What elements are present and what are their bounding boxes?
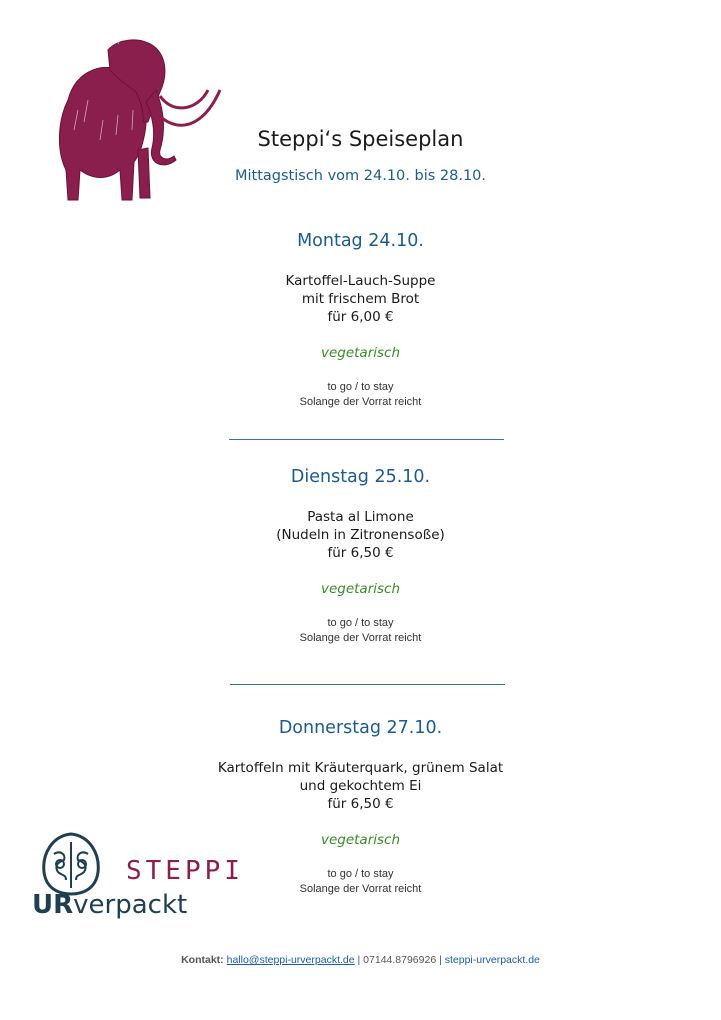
vegetarian-tag: vegetarisch <box>320 581 401 597</box>
email-link[interactable]: hallo@steppi-urverpackt.de <box>226 954 355 966</box>
page-title: Steppi‘s Speiseplan <box>257 127 464 151</box>
day-section-monday <box>0 230 721 410</box>
vegetarian-tag: vegetarisch <box>320 345 401 361</box>
steppi-urverpackt-logo <box>30 828 244 928</box>
contact-label: Kontakt: <box>181 954 224 966</box>
section-divider <box>230 684 505 685</box>
footer-contact <box>0 954 721 966</box>
phone-number: 07144.8796926 <box>363 954 437 966</box>
walnut-icon <box>40 832 102 896</box>
section-divider <box>229 439 504 440</box>
website-link[interactable]: steppi-urverpackt.de <box>444 954 540 966</box>
dish-description: Pasta al Limone (Nudeln in Zitronensoße) für 6,50 € <box>276 509 445 561</box>
dish-description: Kartoffeln mit Kräuterquark, grünem Salat und gekochtem Ei für 6,50 € <box>217 760 504 812</box>
logo-word-urverpackt: URverpackt <box>32 890 188 920</box>
serving-info: to go / to stay Solange der Vorrat reicht <box>299 617 422 644</box>
serving-info: to go / to stay Solange der Vorrat reicht <box>299 381 422 408</box>
dish-description: Kartoffel-Lauch-Suppe mit frischem Brot für 6,00 € <box>285 273 436 325</box>
footer-separator: | <box>439 954 442 966</box>
page-subtitle: Mittagstisch vom 24.10. bis 28.10. <box>234 168 487 184</box>
serving-info: to go / to stay Solange der Vorrat reicht <box>299 868 422 895</box>
mammoth-illustration <box>48 30 230 212</box>
logo-word-steppi: STEPPI <box>126 856 244 886</box>
day-title: Montag 24.10. <box>297 231 424 251</box>
day-section-tuesday <box>0 466 721 646</box>
footer-separator: | <box>357 954 361 966</box>
vegetarian-tag: vegetarisch <box>320 832 401 848</box>
day-title: Donnerstag 27.10. <box>278 718 443 738</box>
day-title: Dienstag 25.10. <box>290 467 431 487</box>
